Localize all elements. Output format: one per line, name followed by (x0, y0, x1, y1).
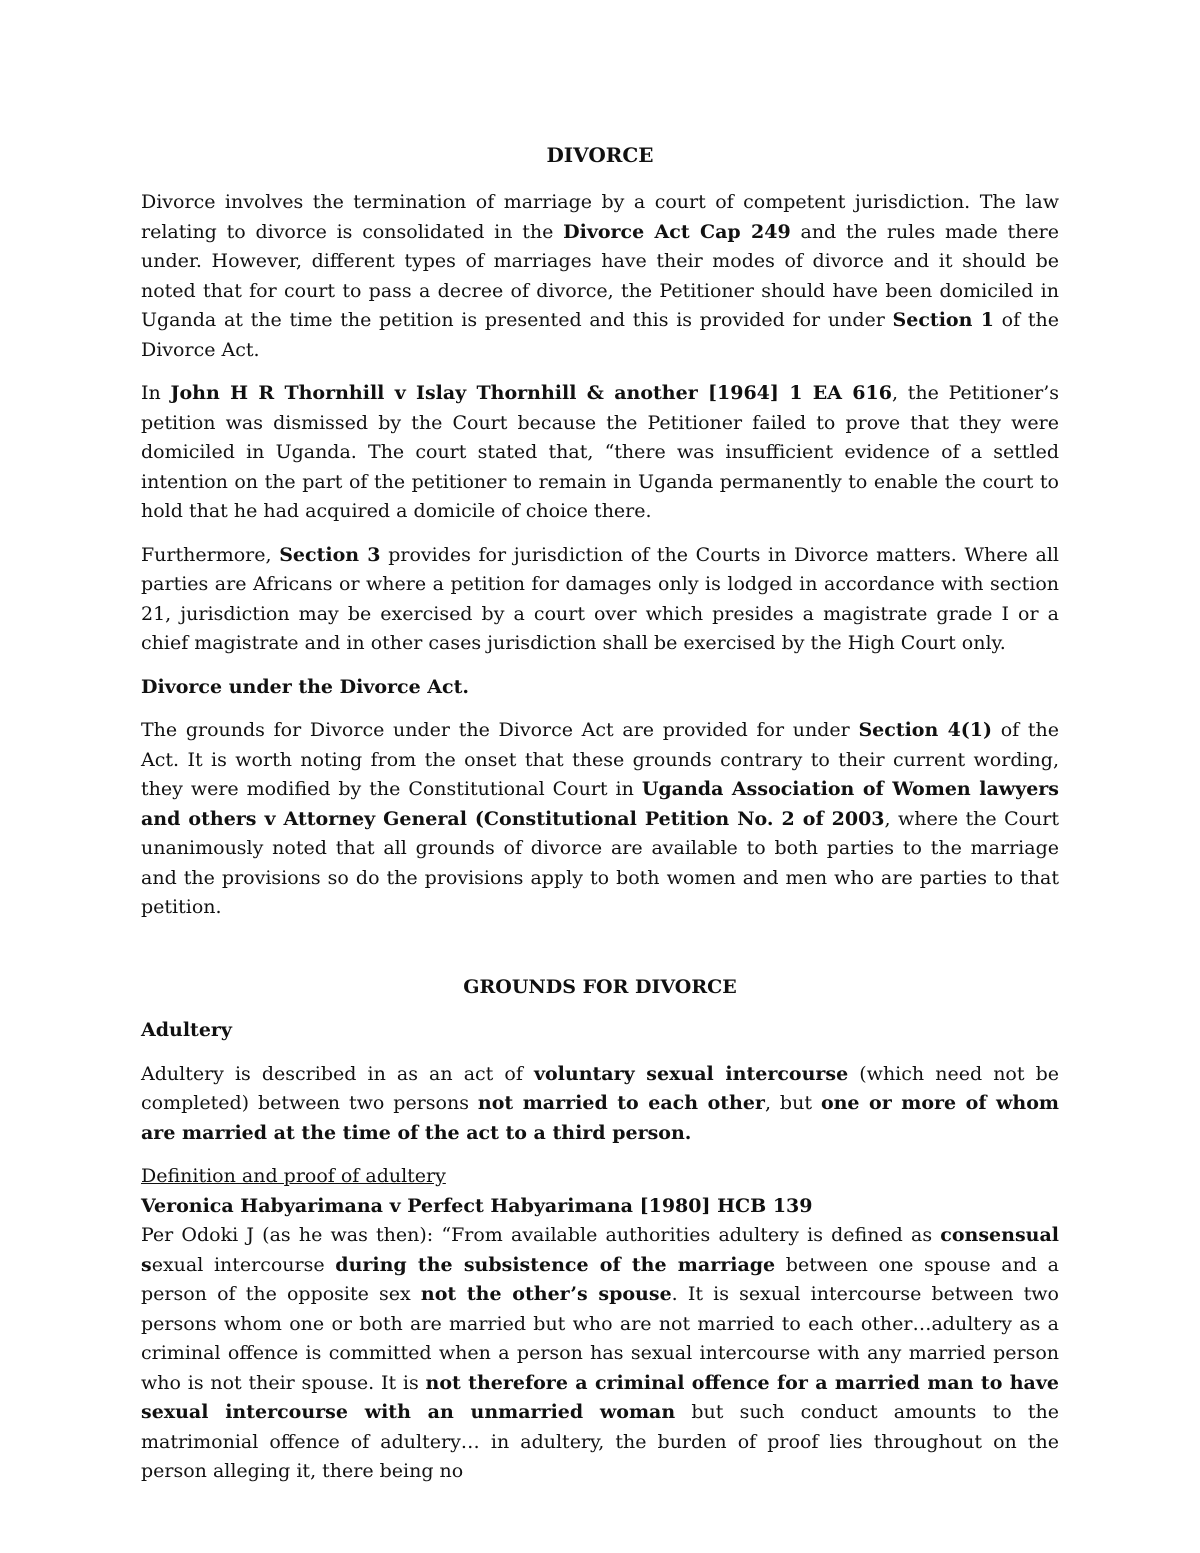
document-title: DIVORCE (546, 143, 654, 167)
act-reference: Divorce Act Cap 249 (563, 220, 791, 243)
section-reference: Section 4(1) (858, 719, 992, 741)
paragraph-adultery-definition: Adultery is described in as an act of voluntary sexual intercourse (which need not be completed) between two persons not married to each other, but one or more of whom are married at the time of the act to a third person. (141, 1062, 1060, 1144)
case-title: Veronica Habyarimana v Perfect Habyarimana [1980] HCB 139 (141, 1194, 813, 1217)
paragraph-jurisdiction: Furthermore, Section 3 provides for jurisdiction of the Courts in Divorce matters. Where all parties are Africans or where a petition for damages only is lodged in accordance with section 21, jurisdiction may be exercised by a court over which presides a magistrate grade I or a chief magistrate and in other cases jurisdiction shall be exercised by the High Court only. (141, 543, 1060, 654)
paragraph-intro: Divorce involves the termination of marriage by a court of competent jurisdiction. The law relating to divorce is consolidated in the Divorce Act Cap 249 and the rules made there under. However, different types of marriages have their modes of divorce and it should be noted that for court to pass a decree of divorce, the Petitioner should have been domiciled in Uganda at the time the petition is presented and this is provided for under Section 1 of the Divorce Act. (141, 191, 1059, 361)
document-page (141, 140, 1059, 1487)
case-citation: Uganda Association of Women lawyers and others v Attorney General (Constitutional Petition No. 2 of 2003 (141, 778, 1059, 830)
section-reference: Section 3 (279, 543, 381, 566)
section-heading-grounds: GROUNDS FOR DIVORCE (463, 975, 737, 998)
section-reference: Section 1 (892, 309, 994, 331)
section-heading-divorce-act: Divorce under the Divorce Act. (141, 675, 470, 698)
paragraph-thornhill: In John H R Thornhill v Islay Thornhill & another [1964] 1 EA 616, the Petitioner’s petition was dismissed by the Court because the Petitioner failed to prove that they were domiciled in Uganda. The court stated that, “there was insufficient evidence of a settled intention on the part of the petitioner to remain in Uganda permanently to enable the court to hold that he had acquired a domicile of choice there. (141, 382, 1059, 522)
section-heading-adultery: Adultery (141, 1019, 232, 1041)
subheading-definition-proof: Definition and proof of adultery (141, 1165, 446, 1187)
case-citation: John H R Thornhill v Islay Thornhill & another [1964] 1 EA 616 (170, 382, 892, 404)
paragraph-odoki-quote: Per Odoki J (as he was then): “From available authorities adultery is defined as consensual sexual intercourse during the subsistence of the marriage between one spouse and a person of the opposite sex not the other’s spouse. It is sexual intercourse between two persons whom one or both are married but who are not married to each other…adultery as a criminal offence is committed when a person has sexual intercourse with any married person who is not their spouse. It is not therefore a criminal offence for a married man to have sexual intercourse with an unmarried woman but such conduct amounts to the matrimonial offence of adultery… in adultery, the burden of proof lies throughout on the person alleging it, there being no (141, 1224, 1059, 1482)
paragraph-grounds-intro: The grounds for Divorce under the Divorce Act are provided for under Section 4(1) of the Act. It is worth noting from the onset that these grounds contrary to their current wording, they were modified by the Constitutional Court in Uganda Association of Women lawyers and others v Attorney General (Constitutional Petition No. 2 of 2003, where the Court unanimously noted that all grounds of divorce are available to both parties to the marriage and the provisions so do the provisions apply to both women and men who are parties to that petition. (141, 719, 1059, 918)
